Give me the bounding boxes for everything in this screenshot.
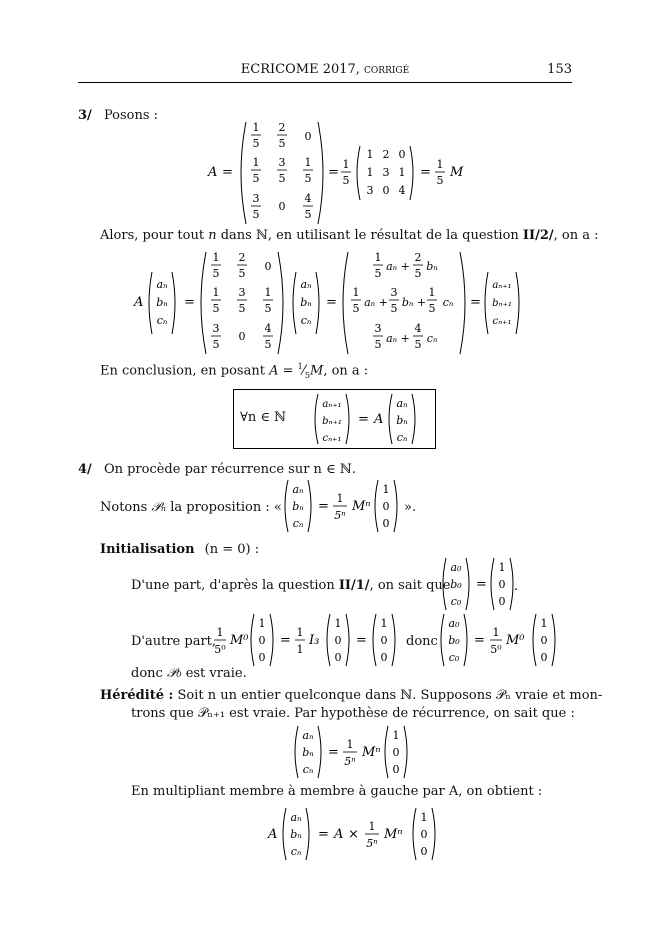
svg-text:M⁰: M⁰ [230,633,249,648]
q3-conclusion-prefix: En conclusion, en posant [100,363,265,379]
q3-sentence-ref: II/2/ [522,228,554,243]
header-title: ECRICOME 2017, corrigé [240,62,410,77]
init-line2-mid: donc [406,634,438,649]
svg-text:1: 1 [258,617,266,630]
svg-text:1: 1 [264,286,272,299]
svg-text:1: 1 [252,156,260,169]
svg-text:bₙ: bₙ [290,828,302,841]
svg-text:3: 3 [390,286,398,299]
svg-text:c₀: c₀ [448,651,460,664]
q3-sentence-var: n [208,228,217,243]
init-line2-prefix: D'autre part, [131,634,217,649]
q4-intro: On procède par récurrence sur n ∈ ℕ. [103,462,356,477]
svg-text:Mⁿ: Mⁿ [384,827,403,842]
init-line2-equation [212,612,558,668]
boxed-quantifier: ∀n ∈ ℕ [240,410,286,425]
svg-text:=: = [474,633,485,648]
svg-text:1: 1 [428,286,436,299]
svg-text:5: 5 [304,172,312,185]
svg-text:1: 1 [296,626,304,639]
svg-text:0: 0 [540,634,548,647]
heredite-line1 [100,688,602,703]
q4-notons: Notons 𝒫ₙ la proposition : « [100,500,282,515]
svg-text:b₀: b₀ [450,578,462,591]
svg-text:5: 5 [436,174,444,187]
svg-text:5: 5 [278,137,286,150]
svg-text:4: 4 [304,192,312,205]
svg-text:0: 0 [540,651,548,664]
svg-text:5: 5 [238,267,246,280]
svg-text:A: A [134,295,144,310]
svg-text:cₙ: cₙ [290,845,302,858]
svg-text:A: A [208,165,218,180]
svg-text:cₙ₊₁: cₙ₊₁ [322,433,342,444]
init-line3-end: est vraie. [185,666,247,681]
svg-text:3: 3 [278,156,286,169]
init-title: Initialisation [100,542,195,557]
svg-text:5: 5 [390,302,398,315]
svg-text:5: 5 [342,174,350,187]
q3-heading [78,108,158,123]
svg-text:0: 0 [380,634,388,647]
init-line1 [131,578,450,593]
svg-text:5: 5 [414,338,422,351]
svg-text:1: 1 [342,158,350,171]
svg-text:1: 1 [420,811,428,824]
svg-text:1: 1 [382,483,390,496]
svg-text:3: 3 [382,166,390,179]
svg-text:bₙ₊₁: bₙ₊₁ [322,416,342,427]
svg-text:0: 0 [392,746,400,759]
svg-text:bₙ: bₙ [300,296,312,309]
heredite-line2: trons que 𝒫ₙ₊₁ est vraie. Par hypothèse de récurrence, on sait que : [131,706,575,721]
svg-text:0: 0 [258,651,266,664]
init-vector-equation [440,556,520,612]
svg-text:cₙ: cₙ [426,332,438,345]
matrix-a-definition [200,118,480,228]
svg-text:0: 0 [278,200,286,213]
svg-text:=: = [318,499,329,514]
svg-text:4: 4 [414,322,422,335]
svg-text:cₙ: cₙ [292,517,304,530]
svg-text:aₙ +: aₙ + [364,296,388,309]
svg-text:aₙ₊₁: aₙ₊₁ [322,399,342,410]
svg-text:0: 0 [334,634,342,647]
svg-text:cₙ: cₙ [302,763,314,776]
init-line1-suffix: , on sait que [369,578,451,593]
svg-text:M⁰: M⁰ [506,633,525,648]
svg-text:cₙ: cₙ [442,296,454,309]
q4-notons-mid: la proposition : « [170,500,282,515]
q3-sentence-end: , on a : [553,228,599,243]
svg-text:=: = [318,827,329,842]
page-number: 153 [547,62,572,77]
svg-text:5: 5 [264,338,272,351]
svg-text:5: 5 [352,302,360,315]
svg-text:5: 5 [238,302,246,315]
svg-text:5: 5 [374,267,382,280]
q3-number: 3/ [78,108,92,123]
svg-text:5: 5 [264,302,272,315]
svg-text:a₀: a₀ [450,561,462,574]
svg-text:=: = [222,165,233,180]
q3-intro: Posons : [103,108,159,123]
svg-text:2: 2 [414,251,422,264]
svg-text:1: 1 [352,286,360,299]
svg-text:1: 1 [212,286,220,299]
q3-sentence-mid: dans ℕ, en utilisant le résultat de la question [220,228,519,243]
svg-text:0: 0 [420,828,428,841]
svg-text:aₙ: aₙ [290,811,302,824]
svg-text:2: 2 [382,148,390,161]
init-line1-prefix: D'une part, d'après la question [131,578,335,593]
svg-text:5ⁿ: 5ⁿ [366,837,378,850]
svg-text:=: = [476,577,487,592]
svg-text:I₃: I₃ [309,633,320,648]
svg-text:a₀: a₀ [448,617,460,630]
svg-text:5⁰: 5⁰ [214,643,226,656]
svg-text:1: 1 [498,561,506,574]
svg-text:4: 4 [264,322,272,335]
page-header [78,60,572,83]
svg-text:Mⁿ: Mⁿ [362,745,381,760]
svg-text:b₀: b₀ [448,634,460,647]
svg-text:×: × [348,827,359,842]
svg-text:5: 5 [212,267,220,280]
svg-text:5ⁿ: 5ⁿ [344,755,356,768]
svg-text:3: 3 [252,192,260,205]
boxed-result [233,389,436,449]
initialisation-heading [100,542,259,557]
svg-text:1: 1 [492,626,500,639]
q4-number: 4/ [78,462,92,477]
svg-text:0: 0 [392,763,400,776]
proposition-formula [282,478,402,534]
svg-text:0: 0 [498,595,506,608]
svg-text:0: 0 [382,500,390,513]
svg-text:5: 5 [428,302,436,315]
q4-notons-prefix: Notons [100,500,148,515]
q3-conclusion: En conclusion, en posant $A = ^1⁄_5M$, on a : [100,362,369,380]
svg-text:2: 2 [238,251,246,264]
svg-text:=: = [184,295,195,310]
svg-text:aₙ: aₙ [302,729,314,742]
svg-text:0: 0 [498,578,506,591]
svg-text:5: 5 [374,338,382,351]
svg-text:0: 0 [258,634,266,647]
svg-text:0: 0 [382,517,390,530]
svg-text:=: = [356,633,367,648]
svg-text:5: 5 [212,302,220,315]
svg-text:cₙ: cₙ [300,314,312,327]
svg-text:0: 0 [264,260,272,273]
svg-text:=: = [326,295,337,310]
svg-text:5: 5 [414,267,422,280]
svg-text:aₙ₊₁: aₙ₊₁ [492,280,512,291]
svg-text:1: 1 [336,492,344,505]
svg-text:3: 3 [238,286,246,299]
svg-text:bₙ: bₙ [292,500,304,513]
recurrence-equation [130,248,520,356]
svg-text:=: = [470,295,481,310]
svg-text:1: 1 [296,643,304,656]
svg-text:5⁰: 5⁰ [490,643,502,656]
svg-text:bₙ: bₙ [302,746,314,759]
svg-text:0: 0 [334,651,342,664]
svg-text:=: = [280,633,291,648]
svg-text:0: 0 [380,651,388,664]
svg-text:1: 1 [368,820,376,833]
svg-text:5ⁿ: 5ⁿ [334,509,346,522]
init-cond: (n = 0) : [204,542,260,557]
svg-text:5: 5 [304,208,312,221]
svg-text:aₙ +: aₙ + [386,332,410,345]
svg-text:aₙ +: aₙ + [386,260,410,273]
svg-text:Mⁿ: Mⁿ [352,499,371,514]
svg-text:=: = [358,412,369,427]
svg-text:1: 1 [398,166,406,179]
svg-text:A: A [334,827,344,842]
svg-text:.: . [514,579,519,594]
svg-text:aₙ: aₙ [396,397,408,410]
init-line1-ref: II/1/ [338,578,370,593]
svg-text:0: 0 [382,184,390,197]
svg-text:1: 1 [374,251,382,264]
svg-text:0: 0 [238,330,246,343]
svg-text:1: 1 [380,617,388,630]
svg-text:0: 0 [420,845,428,858]
svg-text:1: 1 [436,158,444,171]
svg-text:bₙ +: bₙ + [401,296,427,309]
svg-text:4: 4 [398,184,406,197]
svg-text:5: 5 [252,172,260,185]
svg-text:5: 5 [252,137,260,150]
svg-text:cₙ₊₁: cₙ₊₁ [492,316,512,327]
svg-text:bₙ: bₙ [426,260,438,273]
q3-sentence [100,228,599,243]
svg-text:1: 1 [304,156,312,169]
q3-conclusion-suffix: , on a : [323,363,369,379]
svg-text:5: 5 [212,338,220,351]
svg-text:A: A [268,827,278,842]
svg-text:1: 1 [216,626,224,639]
svg-text:cₙ: cₙ [396,431,408,444]
svg-text:M: M [450,165,464,180]
svg-text:=: = [328,165,339,180]
svg-text:aₙ: aₙ [300,278,312,291]
svg-text:1: 1 [212,251,220,264]
svg-text:5: 5 [278,172,286,185]
svg-text:1: 1 [252,121,260,134]
svg-text:1: 1 [334,617,342,630]
multiplied-formula [266,806,440,862]
svg-text:5: 5 [252,208,260,221]
svg-text:A: A [374,412,384,427]
svg-text:1: 1 [540,617,548,630]
hered-line1-text: Soit n un entier quelconque dans ℕ. Supposons 𝒫ₙ vraie et mon- [177,688,603,703]
svg-text:3: 3 [366,184,374,197]
q4-notons-end: ». [404,500,417,515]
svg-text:bₙ: bₙ [156,296,168,309]
svg-text:2: 2 [278,121,286,134]
svg-text:bₙ₊₁: bₙ₊₁ [492,298,512,309]
hypothesis-formula [292,724,412,780]
svg-text:1: 1 [346,738,354,751]
svg-text:0: 0 [398,148,406,161]
svg-text:1: 1 [392,729,400,742]
svg-text:3: 3 [212,322,220,335]
multiplication-line: En multipliant membre à membre à gauche par A, on obtient : [131,784,543,799]
q3-sentence-prefix: Alors, pour tout [100,228,205,243]
svg-text:3: 3 [374,322,382,335]
svg-text:=: = [328,745,339,760]
svg-text:c₀: c₀ [450,595,462,608]
svg-text:1: 1 [366,148,374,161]
init-line3-prefix: donc [131,666,163,681]
svg-text:bₙ: bₙ [396,414,408,427]
boxed-equation [312,392,434,446]
svg-text:=: = [420,165,431,180]
init-line3: donc 𝒫₀ est vraie. [131,666,247,681]
svg-text:aₙ: aₙ [156,278,168,291]
svg-text:aₙ: aₙ [292,483,304,496]
svg-text:1: 1 [366,166,374,179]
svg-text:0: 0 [304,130,312,143]
q4-heading [78,462,356,477]
svg-text:cₙ: cₙ [156,314,168,327]
hered-title: Hérédité : [100,688,174,703]
